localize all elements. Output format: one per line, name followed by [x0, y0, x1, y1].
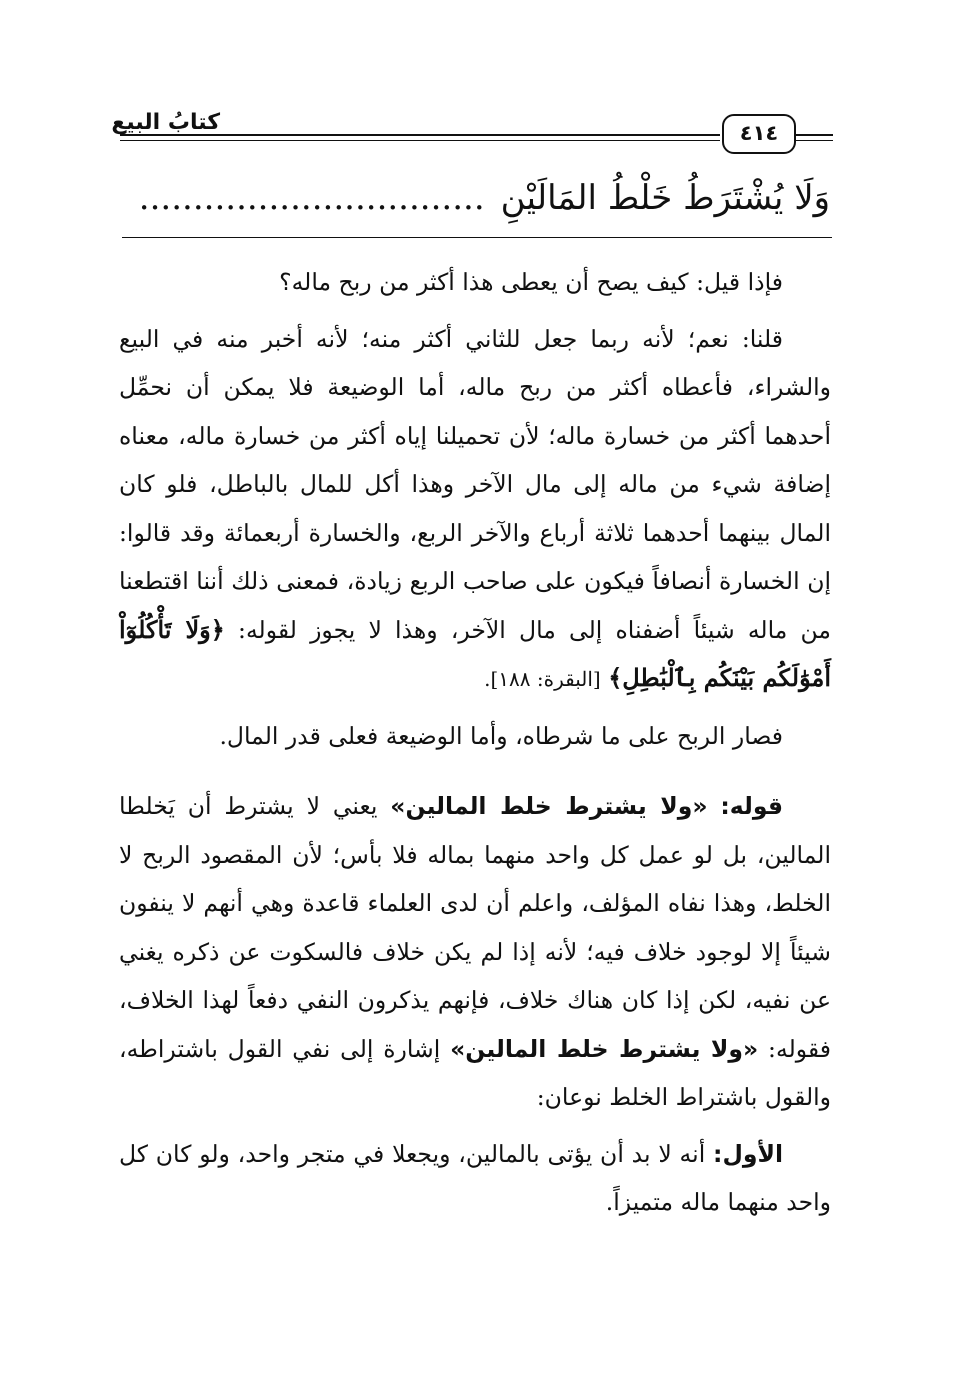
statement-quote-repeat: «ولا يشترط خلط المالين» — [450, 1034, 759, 1063]
statement-lead: قوله: — [720, 792, 783, 820]
paragraph-text: يعني لا يشترط أن يَخلطا المالين، بل لو عمل كل واحد منهما بماله فلا بأس؛ لأن المقصود الربح لا الخلط، وهذا نفاه المؤلف، واعلم أن لدى العلماء قاعدة وهي أنهم لا ينفون شيئاً إلا لوجود خلاف فيه؛ لأنه إذا لم يكن خلاف فالسكوت عن ذكره يغني عن نفيه، لكن إذا كان هناك خلاف، فإنهم يذكرون النفي دفعاً لهذا الخلاف، فقوله: — [119, 792, 831, 1063]
page-number: ٤١٤ — [722, 114, 796, 154]
verse-reference: [البقرة: ١٨٨]. — [484, 667, 601, 691]
matn-divider — [122, 237, 832, 238]
matn-dots: ................................ — [138, 178, 485, 218]
paragraph-answer — [119, 315, 831, 704]
commentary-body — [119, 258, 831, 1235]
matn-line — [110, 168, 830, 228]
paragraph-question — [119, 258, 831, 307]
statement-quote: «ولا يشترط خلط المالين» — [390, 792, 708, 820]
paragraph-text: فصار الربح على ما شرطاه، وأما الوضيعة فعلى قدر المال. — [219, 721, 783, 750]
paragraph-statement — [119, 782, 831, 1122]
header-rule-right-bottom — [795, 140, 833, 141]
paragraph-first-type — [119, 1130, 831, 1227]
paragraph-text: أنه لا بد أن يؤتى بالمالين، ويجعلا في متجر واحد، ولو كان كل واحد منهما ماله متميزاً. — [119, 1139, 831, 1216]
paragraph-text: فإذا قيل: كيف يصح أن يعطى هذا أكثر من ربح ماله؟ — [279, 268, 783, 296]
matn-text: وَلَا يُشْتَرَطُ خَلْطُ المَالَيْنِ — [500, 178, 830, 218]
first-type-lead: الأول: — [713, 1139, 783, 1168]
paragraph-text-continued: إشارة إلى نفي القول باشتراطه، والقول باشتراط الخلط نوعان: — [119, 1034, 831, 1111]
quran-verse: ﴿وَلَا تَأْكُلُوٓاْ أَمْوَٰلَكُم بَيْنَكُم بِٱلْبَٰطِلِ﴾ — [119, 614, 831, 692]
paragraph-gap — [119, 768, 831, 782]
header-rule-right-top — [795, 134, 833, 136]
book-title: كتابُ البيع — [111, 110, 220, 135]
header-rule-bottom — [120, 140, 720, 141]
paragraph-text: قلنا: نعم؛ لأنه ربما جعل للثاني أكثر منه؛ لأنه أخبر منه في البيع والشراء، فأعطاه أكثر من ربح ماله، أما الوضيعة فلا يمكن أن نحمِّل أحدهما أكثر من خسارة ماله؛ لأن تحميلنا إياه أكثر من خسارة ماله، معناه إضافة شيء من ماله إلى مال الآخر وهذا أكل للمال بالباطل، فلو كان المال بينهما أحدهما ثلاثة أرباع والآخر الربع، والخسارة أربعمائة وقد قالوا: إن الخسارة أنصافاً فيكون على صاحب الربع زيادة، فمعنى ذلك أننا اقتطعنا من ماله شيئاً أضفناه إلى مال الآخر، وهذا لا يجوز لقوله: — [119, 324, 831, 644]
paragraph-conclusion — [119, 712, 831, 761]
